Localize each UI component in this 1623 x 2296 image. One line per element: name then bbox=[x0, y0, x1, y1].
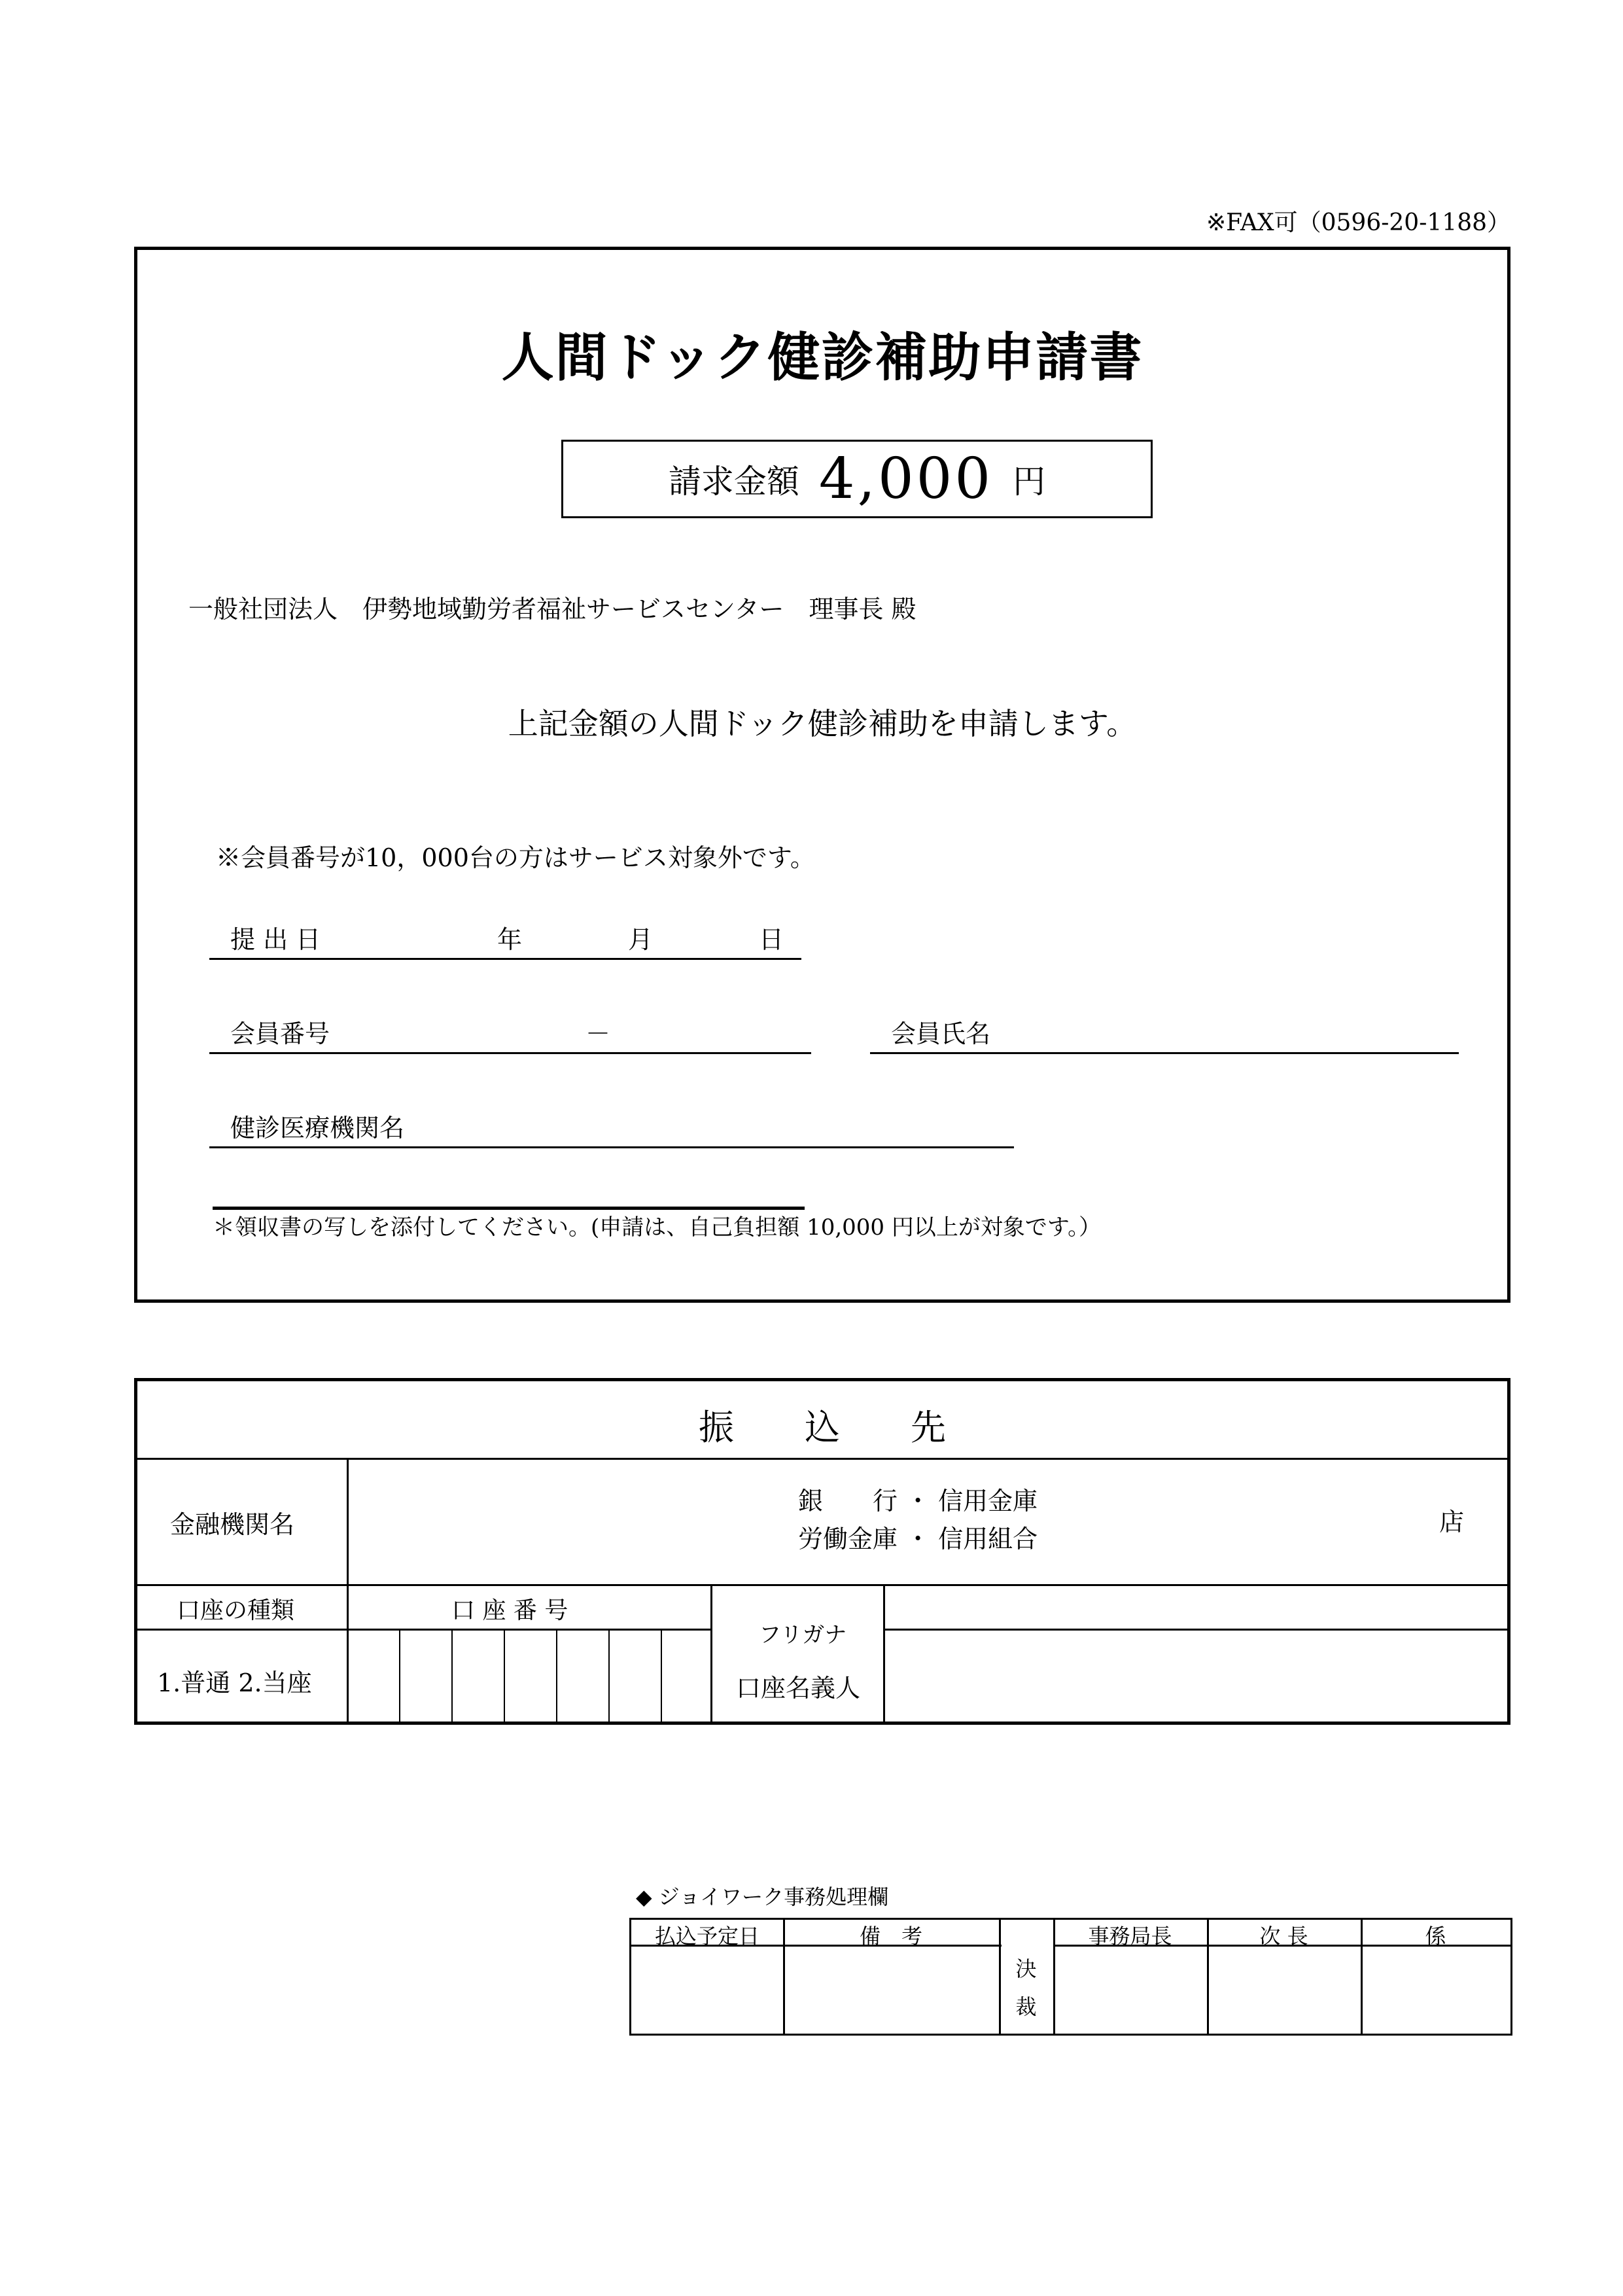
submit-date-label: 提 出 日 bbox=[230, 925, 321, 954]
member-number-label: 会員番号 bbox=[230, 1019, 330, 1048]
branch-suffix: 店 bbox=[1439, 1508, 1465, 1536]
amount-label: 請求金額 bbox=[668, 463, 799, 501]
account-number-label: 口 座 番 号 bbox=[451, 1597, 568, 1624]
bank-table-header: 振 込 先 bbox=[699, 1407, 946, 1448]
form-title: 人間ドック健診補助申請書 bbox=[501, 327, 1143, 388]
financial-institution-label: 金融機関名 bbox=[170, 1510, 295, 1539]
amount-value: 4,000 bbox=[818, 446, 994, 512]
bank-types-line2[interactable]: 労働金庫 ・ 信用組合 bbox=[798, 1525, 1038, 1553]
furigana-label: フリガナ bbox=[759, 1622, 847, 1648]
account-type-label: 口座の種類 bbox=[177, 1597, 295, 1624]
member-name-field[interactable] bbox=[870, 1018, 1459, 1054]
remarks-header: 備 考 bbox=[859, 1924, 922, 1949]
member-number-dash: － bbox=[585, 1019, 611, 1048]
month-label: 月 bbox=[628, 925, 654, 954]
office-processing-table bbox=[629, 1918, 1512, 2036]
approval-label-2: 裁 bbox=[1015, 1994, 1037, 2019]
application-statement: 上記金額の人間ドック健診補助を申請します。 bbox=[508, 706, 1137, 741]
member-name-label: 会員氏名 bbox=[891, 1019, 991, 1048]
office-processing-caption: ◆ ジョイワーク事務処理欄 bbox=[636, 1884, 889, 1909]
bank-types-line1[interactable]: 銀 行 ・ 信用金庫 bbox=[798, 1487, 1038, 1515]
year-label: 年 bbox=[497, 925, 523, 954]
receipt-footnote: ＊領収書の写しを添付してください。(申請は、自己負担額 10,000 円以上が対象です。） bbox=[213, 1214, 1102, 1241]
submit-date-field-row[interactable] bbox=[209, 924, 801, 960]
payment-date-header: 払込予定日 bbox=[654, 1924, 759, 1949]
day-label: 日 bbox=[759, 925, 784, 954]
account-type-options[interactable]: 1.普通 2.当座 bbox=[157, 1669, 312, 1697]
amount-box bbox=[561, 440, 1153, 518]
director-header: 事務局長 bbox=[1088, 1924, 1172, 1949]
approval-label-1: 決 bbox=[1015, 1956, 1037, 1981]
deputy-header: 次 長 bbox=[1259, 1924, 1308, 1949]
amount-unit: 円 bbox=[1013, 463, 1046, 501]
addressee: 一般社団法人 伊勢地域勤労者福祉サービスセンター 理事長 殿 bbox=[188, 595, 916, 624]
medical-institution-field[interactable] bbox=[209, 1112, 1014, 1148]
bank-transfer-table bbox=[134, 1378, 1510, 1725]
submit-date-row[interactable] bbox=[213, 1174, 805, 1210]
member-number-field[interactable] bbox=[209, 1018, 811, 1054]
account-holder-label: 口座名義人 bbox=[736, 1674, 861, 1703]
fax-note: ※FAX可（0596-20-1188） bbox=[1206, 209, 1510, 236]
member-number-note: ※会員番号が10，000台の方はサービス対象外です。 bbox=[216, 843, 815, 872]
medical-institution-label: 健診医療機関名 bbox=[230, 1114, 405, 1142]
staff-header: 係 bbox=[1425, 1924, 1446, 1949]
